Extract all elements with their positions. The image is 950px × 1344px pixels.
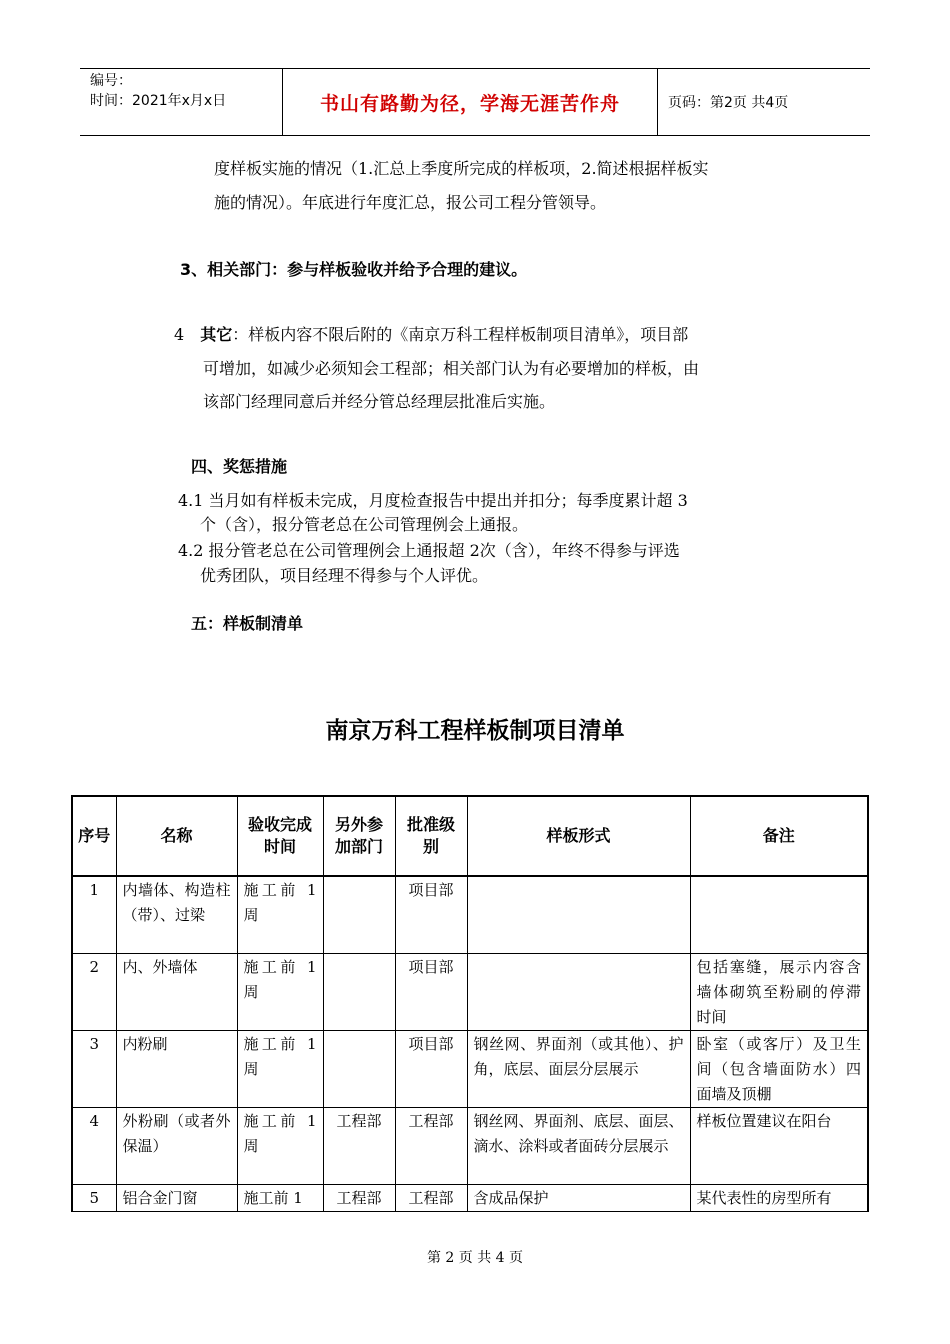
cell-index: 4 [72,1107,116,1184]
cell-index: 2 [72,953,116,1030]
header-number: 编号： [90,73,132,89]
table-row [72,1107,868,1184]
cell-accept-time: 施工前 1周 [237,876,323,953]
intro-line-1: 度样板实施的情况（1.汇总上季度所完成的样板项，2.简述根据样板实 [214,159,709,178]
cell-accept-time: 施工前 1周 [237,1030,323,1107]
cell-remarks: 卧室（或客厅）及卫生间（包含墙面防水）四面墙及顶棚 [690,1030,868,1107]
cell-approval-level: 工程部 [395,1107,467,1184]
table-title: 南京万科工程样板制项目清单 [325,718,625,744]
cell-sample-form: 钢丝网、界面剂、底层、面层、滴水、涂料或者面砖分层展示 [467,1107,690,1184]
th-name: 名称 [116,796,237,876]
intro-line-2: 施的情况）。年底进行年度汇总，报公司工程分管领导。 [214,193,607,212]
cell-other-dept [323,953,395,1030]
th-other-dept: 另外参加部门 [323,796,395,876]
cell-remarks: 包括塞缝，展示内容含墙体砌筑至粉刷的停滞时间 [690,953,868,1030]
item-4-line-3: 该部门经理同意后并经分管总经理层批准后实施。 [203,392,556,411]
cell-accept-time: 施工前 1 [237,1184,323,1211]
th-approval-level: 批准级别 [395,796,467,876]
section-5-title: 五：样板制清单 [191,614,304,633]
cell-name: 外粉刷（或者外保温） [116,1107,237,1184]
cell-index: 3 [72,1030,116,1107]
cell-remarks: 某代表性的房型所有 [690,1184,868,1211]
th-remarks: 备注 [690,796,868,876]
cell-sample-form: 钢丝网、界面剂（或其他）、护角，底层、面层分层展示 [467,1030,690,1107]
cell-approval-level: 工程部 [395,1184,467,1211]
cell-accept-time: 施工前 1周 [237,953,323,1030]
section-4-title: 四、奖惩措施 [191,457,288,476]
cell-name: 内、外墙体 [116,953,237,1030]
item-3: 3、相关部门：参与样板验收并给予合理的建议。 [180,260,528,279]
cell-other-dept: 工程部 [323,1107,395,1184]
item-4-line-2: 可增加，如减少必须知会工程部；相关部门认为有必要增加的样板，由 [203,359,700,378]
table-row [72,1030,868,1107]
header-page: 页码：第2页 共4页 [668,95,789,111]
page-header [80,68,870,136]
table-row [72,953,868,1030]
th-sample-form: 样板形式 [467,796,690,876]
cell-sample-form: 含成品保护 [467,1184,690,1211]
item-4-number: 4 [174,325,185,344]
table-row [72,876,868,953]
cell-approval-level: 项目部 [395,876,467,953]
cell-remarks [690,876,868,953]
s42-line-1: 4.2 报分管老总在公司管理例会上通报超 2次（含），年终不得参与评选 [178,541,680,560]
cell-name: 铝合金门窗 [116,1184,237,1211]
cell-name: 内粉刷 [116,1030,237,1107]
cell-sample-form [467,876,690,953]
item-4-text: ：样板内容不限后附的《南京万科工程样板制项目清单》，项目部 [232,325,689,344]
cell-sample-form [467,953,690,1030]
cell-accept-time: 施工前 1周 [237,1107,323,1184]
cell-approval-level: 项目部 [395,1030,467,1107]
cell-approval-level: 项目部 [395,953,467,1030]
sample-table [71,795,869,1212]
cell-other-dept [323,876,395,953]
table-row [72,1184,868,1211]
cell-other-dept [323,1030,395,1107]
item-4-head: 其它 [200,325,233,344]
header-time: 时间：2021年x月x日 [90,93,227,109]
header-motto: 书山有路勤为径，学海无涯苦作舟 [283,69,658,135]
cell-other-dept: 工程部 [323,1184,395,1211]
s42-line-2: 优秀团队，项目经理不得参与个人评优。 [200,566,489,585]
cell-name: 内墙体、构造柱（带）、过梁 [116,876,237,953]
th-accept-time: 验收完成时间 [237,796,323,876]
th-index: 序号 [72,796,116,876]
cell-index: 1 [72,876,116,953]
page-footer: 第 2 页 共 4 页 [426,1250,524,1266]
s41-line-1: 4.1 当月如有样板未完成，月度检查报告中提出并扣分；每季度累计超 3 [178,491,688,510]
s41-line-2: 个（含），报分管老总在公司管理例会上通报。 [200,515,529,534]
cell-remarks: 样板位置建议在阳台 [690,1107,868,1184]
item-4-line-1 [174,321,688,349]
header-meta [80,69,283,135]
cell-index: 5 [72,1184,116,1211]
table-header-row [72,796,868,876]
